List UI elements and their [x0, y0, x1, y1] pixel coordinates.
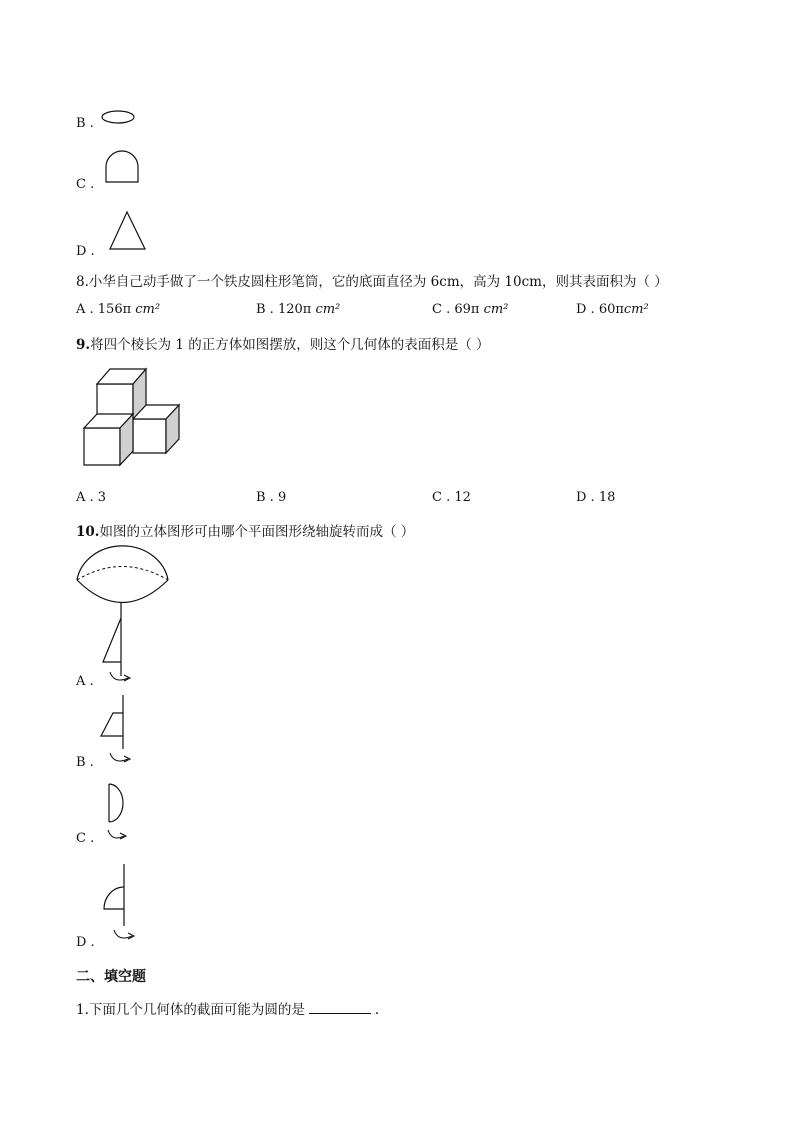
q9-question [76, 333, 490, 353]
q8-text: 小华自己动手做了一个铁皮圆柱形笔筒，它的底面直径为 6cm，高为 10cm，则其表面积为（ ） [88, 274, 668, 290]
q8-option-d: D . 60πcm² [576, 302, 649, 317]
q9-option-a: A . 3 [76, 490, 107, 505]
option-b-trapezoid-with-axis [96, 693, 140, 773]
triangle-shape-icon [108, 210, 148, 252]
fill-in-q1-end: . [374, 1002, 380, 1018]
q9-text: 将四个棱长为 1 的正方体如图摆放，则这个几何体的表面积是（ ） [90, 337, 490, 353]
q10-question [76, 520, 414, 540]
option-c-semicircle-with-axis [96, 782, 140, 852]
section-heading-fill-in: 二、填空题 [76, 969, 146, 985]
q10-number: 10. [76, 524, 100, 540]
q8-number: 8. [76, 274, 89, 290]
q9-option-c: C . 12 [432, 490, 471, 505]
option-d-quarter-circle-with-axis [96, 862, 142, 952]
q10-option-b-label: B . [76, 755, 94, 770]
q10-option-a-label: A . [76, 674, 94, 689]
q9-option-d: D . 18 [576, 490, 616, 505]
q8-option-a: A . 156π cm² [76, 302, 161, 317]
fill-in-q1 [76, 998, 379, 1018]
q7-option-c-label: C . [76, 177, 95, 192]
semicircle-dome-shape-icon [104, 149, 140, 185]
q10-option-d-label: D . [76, 935, 95, 950]
answer-blank[interactable] [309, 1001, 371, 1014]
four-cubes-figure [82, 366, 186, 470]
fill-in-q1-number: 1. [76, 1002, 89, 1018]
spherical-cap-solid-figure [74, 541, 172, 603]
q7-option-b-label: B . [76, 116, 94, 131]
q10-text: 如图的立体图形可由哪个平面图形绕轴旋转而成（ ） [99, 524, 415, 540]
q7-option-d-label: D . [76, 244, 95, 259]
q9-option-b: B . 9 [256, 490, 287, 505]
q8-option-b: B . 120π cm² [256, 302, 341, 317]
q10-option-c-label: C . [76, 831, 95, 846]
q8-question [76, 270, 668, 290]
option-a-triangle-with-axis [96, 600, 140, 690]
ellipse-shape-icon [100, 109, 136, 125]
q8-option-c: C . 69π cm² [432, 302, 509, 317]
q9-number: 9. [76, 337, 91, 353]
fill-in-q1-text: 下面几个几何体的截面可能为圆的是 [88, 1002, 305, 1018]
